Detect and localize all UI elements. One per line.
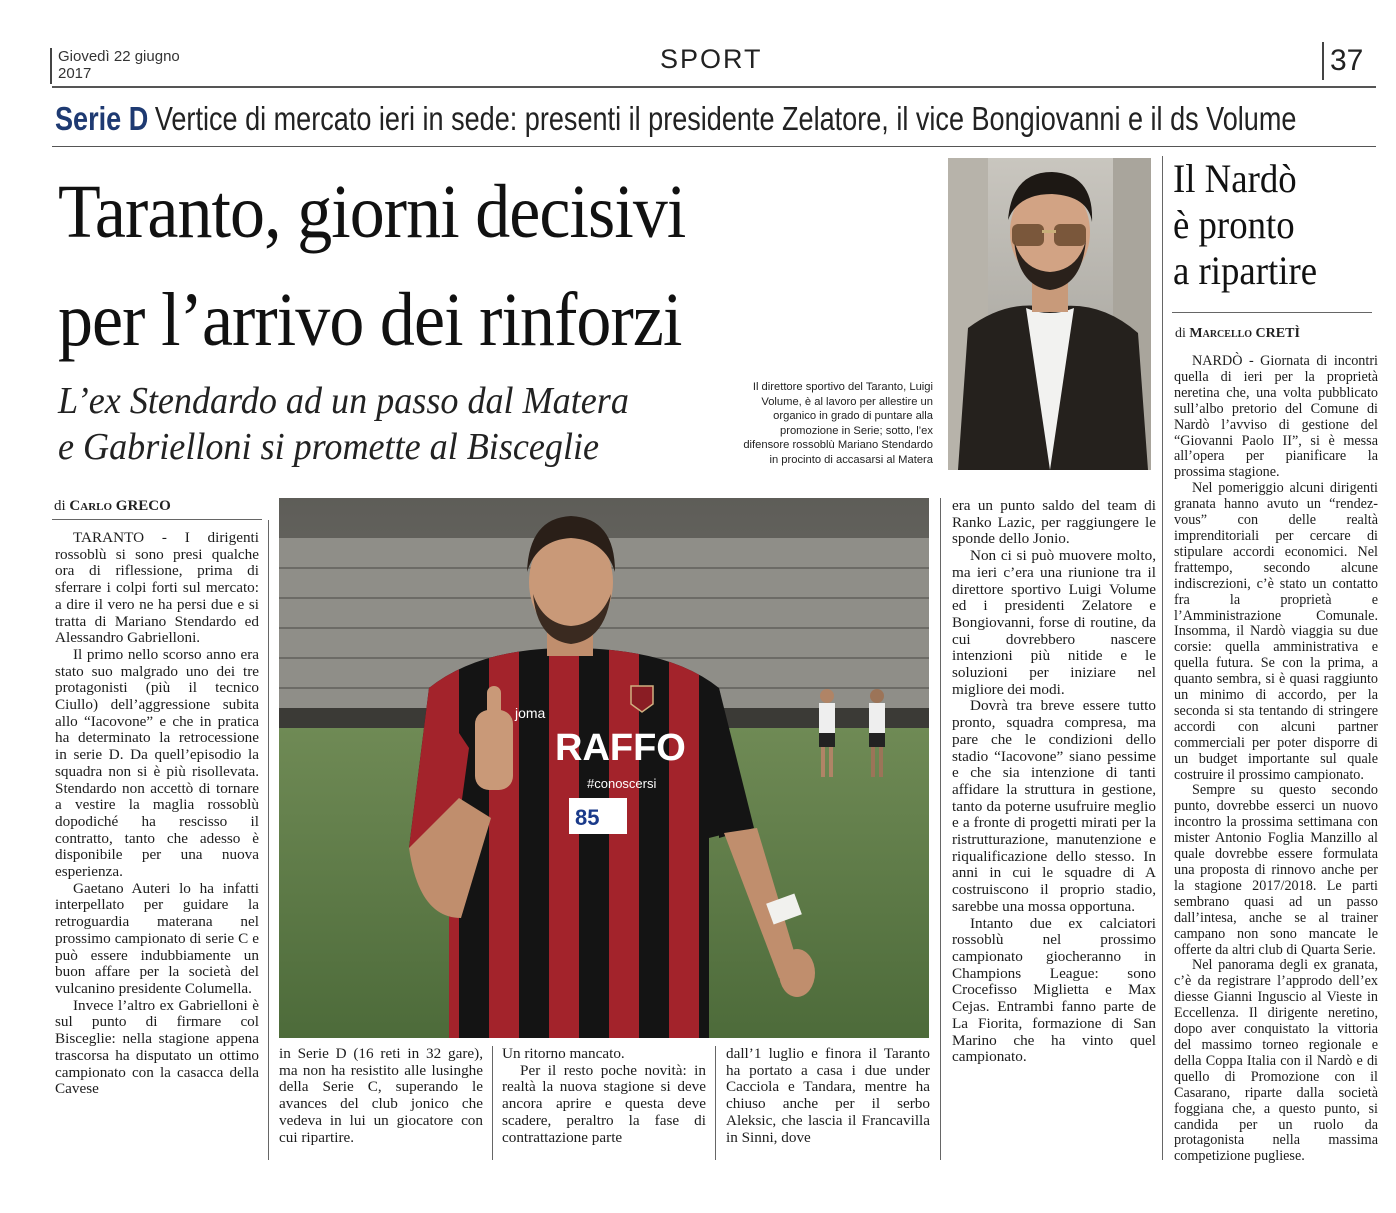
director-photo-illustration <box>948 158 1151 470</box>
sidebar-divider <box>1162 156 1163 1160</box>
article-paragraph: dall’1 luglio e finora il Taranto ha portato a casa i due under Cacciola e Tandara, mentre ha chiuso anche per il serbo Aleksic, che lascia il Francavilla in Sinni, dove <box>726 1045 930 1146</box>
header-date-divider <box>50 48 52 84</box>
article-paragraph: Per il resto poche novità: in realtà la nuova stagione si deve ancora aprire e questa deve scadere, peraltro la fase di contrattazione parte <box>502 1061 706 1146</box>
sidebar-byline-prefix: di <box>1175 326 1186 341</box>
byline-rule <box>52 519 262 520</box>
headline-line-1: Taranto, giorni decisivi <box>58 170 686 254</box>
photo-caption: Il direttore sportivo del Taranto, Luigi Volume, è al lavoro per allestire un organico in grado di puntare alla promozione in Serie; sotto, l’ex difensore rossoblù Mariano Stendardo in procinto di accasarsi al Matera <box>743 381 933 466</box>
jersey-sponsor: RAFFO <box>555 727 686 769</box>
player-photo <box>279 498 929 1038</box>
article-paragraph: Invece l’altro ex Gabrielloni è sul punto di firmare col Bisceglie: nella stagione appena trascorsa ha disputato un ottimo campionato con la casacca della Cavese <box>55 996 259 1098</box>
subheadline-line-2: e Gabrielloni si promette al Bisceglie <box>58 426 600 468</box>
article-column-4 <box>726 1046 930 1146</box>
byline-prefix: di <box>54 498 66 514</box>
byline-author: Carlo GRECO <box>69 498 171 514</box>
section-title: SPORT <box>660 44 763 74</box>
article-paragraph: era un punto saldo del team di Ranko Lazic, per raggiungere le sponde dello Jonio. <box>952 497 1156 548</box>
header-rule <box>52 86 1376 88</box>
article-paragraph: Gaetano Auteri lo ha infatti interpellato per guidare la retroguardia materana nel prossimo campionato di serie C e può essere indubbiamente un buon affare per la società del vulcanino presidente Columella. <box>55 879 259 997</box>
article-paragraph: Non ci si può muovere molto, ma ieri c’era una riunione tra il direttore sportivo Luigi Volume ed i presidenti Zelatore e Bongiovanni, forse di routine, da cui dovrebbero nascere intenzioni più nitide e le soluzioni per iniziare nel migliore dei modi. <box>952 547 1156 698</box>
article-byline <box>54 498 264 515</box>
player-photo-illustration <box>279 498 929 1038</box>
article-paragraph: Il primo nello scorso anno era stato suo malgrado uno dei tre protagonisti (più il tecnico Ciullo) dell’aggressione subita allo “Iacovone” e che in pratica ha determinato la retrocessione in serie D. Da quell’episodio la squadra non si è più risollevata. Stendardo non accettò di tornare a vestire la maglia rossoblù dopodiché ha rescisso il contratto, tanto che adesso è disponibile per una nuova esperienza. <box>55 645 259 881</box>
sidebar-headline-line-2: è pronto <box>1173 202 1295 247</box>
sidebar-rule <box>1172 312 1372 313</box>
article-paragraph: Un ritorno mancato. <box>502 1045 625 1062</box>
column-divider <box>715 1046 716 1160</box>
article-paragraph: Dovrà tra breve essere tutto pronto, squadra compresa, ma pare che le condizioni dello stadio “Iacovone” siano pessime e che sia intenzione di tanti affidare la struttura in gestione, tanto da poterne usufruire meglio e a fronte di progetti mirati per la ristrutturazione, manutenzione e riqualificazione dello stesso. In anni in cui le squadre di A costruiscono il proprio stadio, sarebbe una mossa opportuna. <box>952 697 1156 915</box>
jersey-tag: #conoscersi <box>587 776 657 791</box>
sidebar-byline <box>1175 326 1375 342</box>
article-paragraph: Intanto due ex calciatori rossoblù nel prossimo campionato giocheranno in Champions League: sono Crocefisso Miglietta e Max Cejas. Entrambi fanno parte de La Fiorita, formazione di San Marino che ha vinto quel campionato. <box>952 914 1156 1066</box>
sidebar-paragraph: Nel panorama degli ex granata, c’è da registrare l’approdo dell’ex diesse Gianni Inguscio al Vieste in Eccellenza. Il dirigente neretino, dopo aver conquistato la vittoria del massimo torneo regionale e della Coppa Italia con il Nardò e di quello di Promozione con il Casarano, riparte dalla società foggiana che, a questo punto, si candida per un ruolo da protagonista nella massima competizione pugliese. <box>1174 957 1378 1165</box>
article-column-5 <box>952 498 1156 1066</box>
sidebar-body <box>1174 354 1378 1165</box>
article-column-3 <box>502 1046 706 1146</box>
subheadline-line-1: L’ex Stendardo ad un passo dal Matera <box>58 380 629 422</box>
kicker <box>55 100 1297 138</box>
article-column-2 <box>279 1046 483 1146</box>
issue-date-day: Giovedì 22 giugno <box>58 48 180 65</box>
kicker-rule <box>52 146 1376 147</box>
jersey-sponsor-number: 85 <box>575 805 600 830</box>
kicker-label: Serie D <box>55 100 149 137</box>
issue-date-year: 2017 <box>58 65 92 82</box>
column-divider <box>268 520 269 1160</box>
column-divider <box>492 1046 493 1160</box>
subheadline <box>58 378 695 470</box>
issue-date <box>58 48 218 82</box>
column-divider <box>940 498 941 1160</box>
article-column-1 <box>55 530 259 1098</box>
sidebar-byline-author: Marcello CRETÌ <box>1189 326 1300 341</box>
kicker-text: Vertice di mercato ieri in sede: presenti il presidente Zelatore, il vice Bongiovanni e il ds Volume <box>154 100 1297 137</box>
article-paragraph: TARANTO - I dirigenti rossoblù si sono presi qualche ora di riflessione, prima di sferrare i colpi forti sul mercato: a dire il vero ne ha persi due e si tratta di Mariano Stendardo ed Alessandro Gabrielloni. <box>55 529 259 647</box>
sidebar-paragraph: Nel pomeriggio alcuni dirigenti granata hanno avuto un “rendez-vous” con delle realtà imprenditoriali per cercare di stipulare accordi economici. Nel frattempo, secondo alcune indiscrezioni, c’è stato un contatto fra la proprietà e l’Amministrazione Comunale. Insomma, il Nardò viaggia su due corsie: quella amministrativa e quella futura. Se con la prima, a quanto sembra, si è quasi raggiunto un minimo di accordo, per la seconda si sta tentando di stringere accordi con alcuni partner commerciali per poter disporre di un budget importante sul quale costruire il prossimo campionato. <box>1174 480 1378 783</box>
page-number-divider <box>1322 42 1324 80</box>
sidebar-paragraph: Sempre su questo secondo punto, dovrebbe esserci un nuovo incontro la prossima settimana con mister Antonio Foglia Manzillo al quale dovrebbe essere formulata una proposta di rinnovo anche per la stagione 2017/2018. Le parti sembrano quasi ad un passo dall’intesa, anche se al trainer campano non sono mancate le offerte da altri club di Quarta Serie. <box>1174 782 1378 958</box>
director-photo <box>948 158 1151 470</box>
article-paragraph: in Serie D (16 reti in 32 gare), ma non ha resistito alle lusinghe della Serie C, superando le avances del club jonico che vedeva in lui un giocatore con cui ripartire. <box>279 1045 483 1146</box>
page-number: 37 <box>1330 44 1364 77</box>
sidebar-headline <box>1173 156 1357 294</box>
kit-maker: joma <box>515 705 546 721</box>
headline-line-2: per l’arrivo dei rinforzi <box>58 278 682 362</box>
sidebar-paragraph: NARDÒ - Giornata di incontri quella di ieri per la proprietà neretina che, una volta pubblicato sull’albo pretorio del Comune di Nardò l’avviso di gestione del “Giovanni Paolo II”, si è messa all’opera per pianificare la prossima stagione. <box>1174 353 1378 481</box>
sidebar-headline-line-3: a ripartire <box>1173 248 1318 293</box>
sidebar-headline-line-1: Il Nardò <box>1173 156 1297 201</box>
headline <box>58 158 868 374</box>
